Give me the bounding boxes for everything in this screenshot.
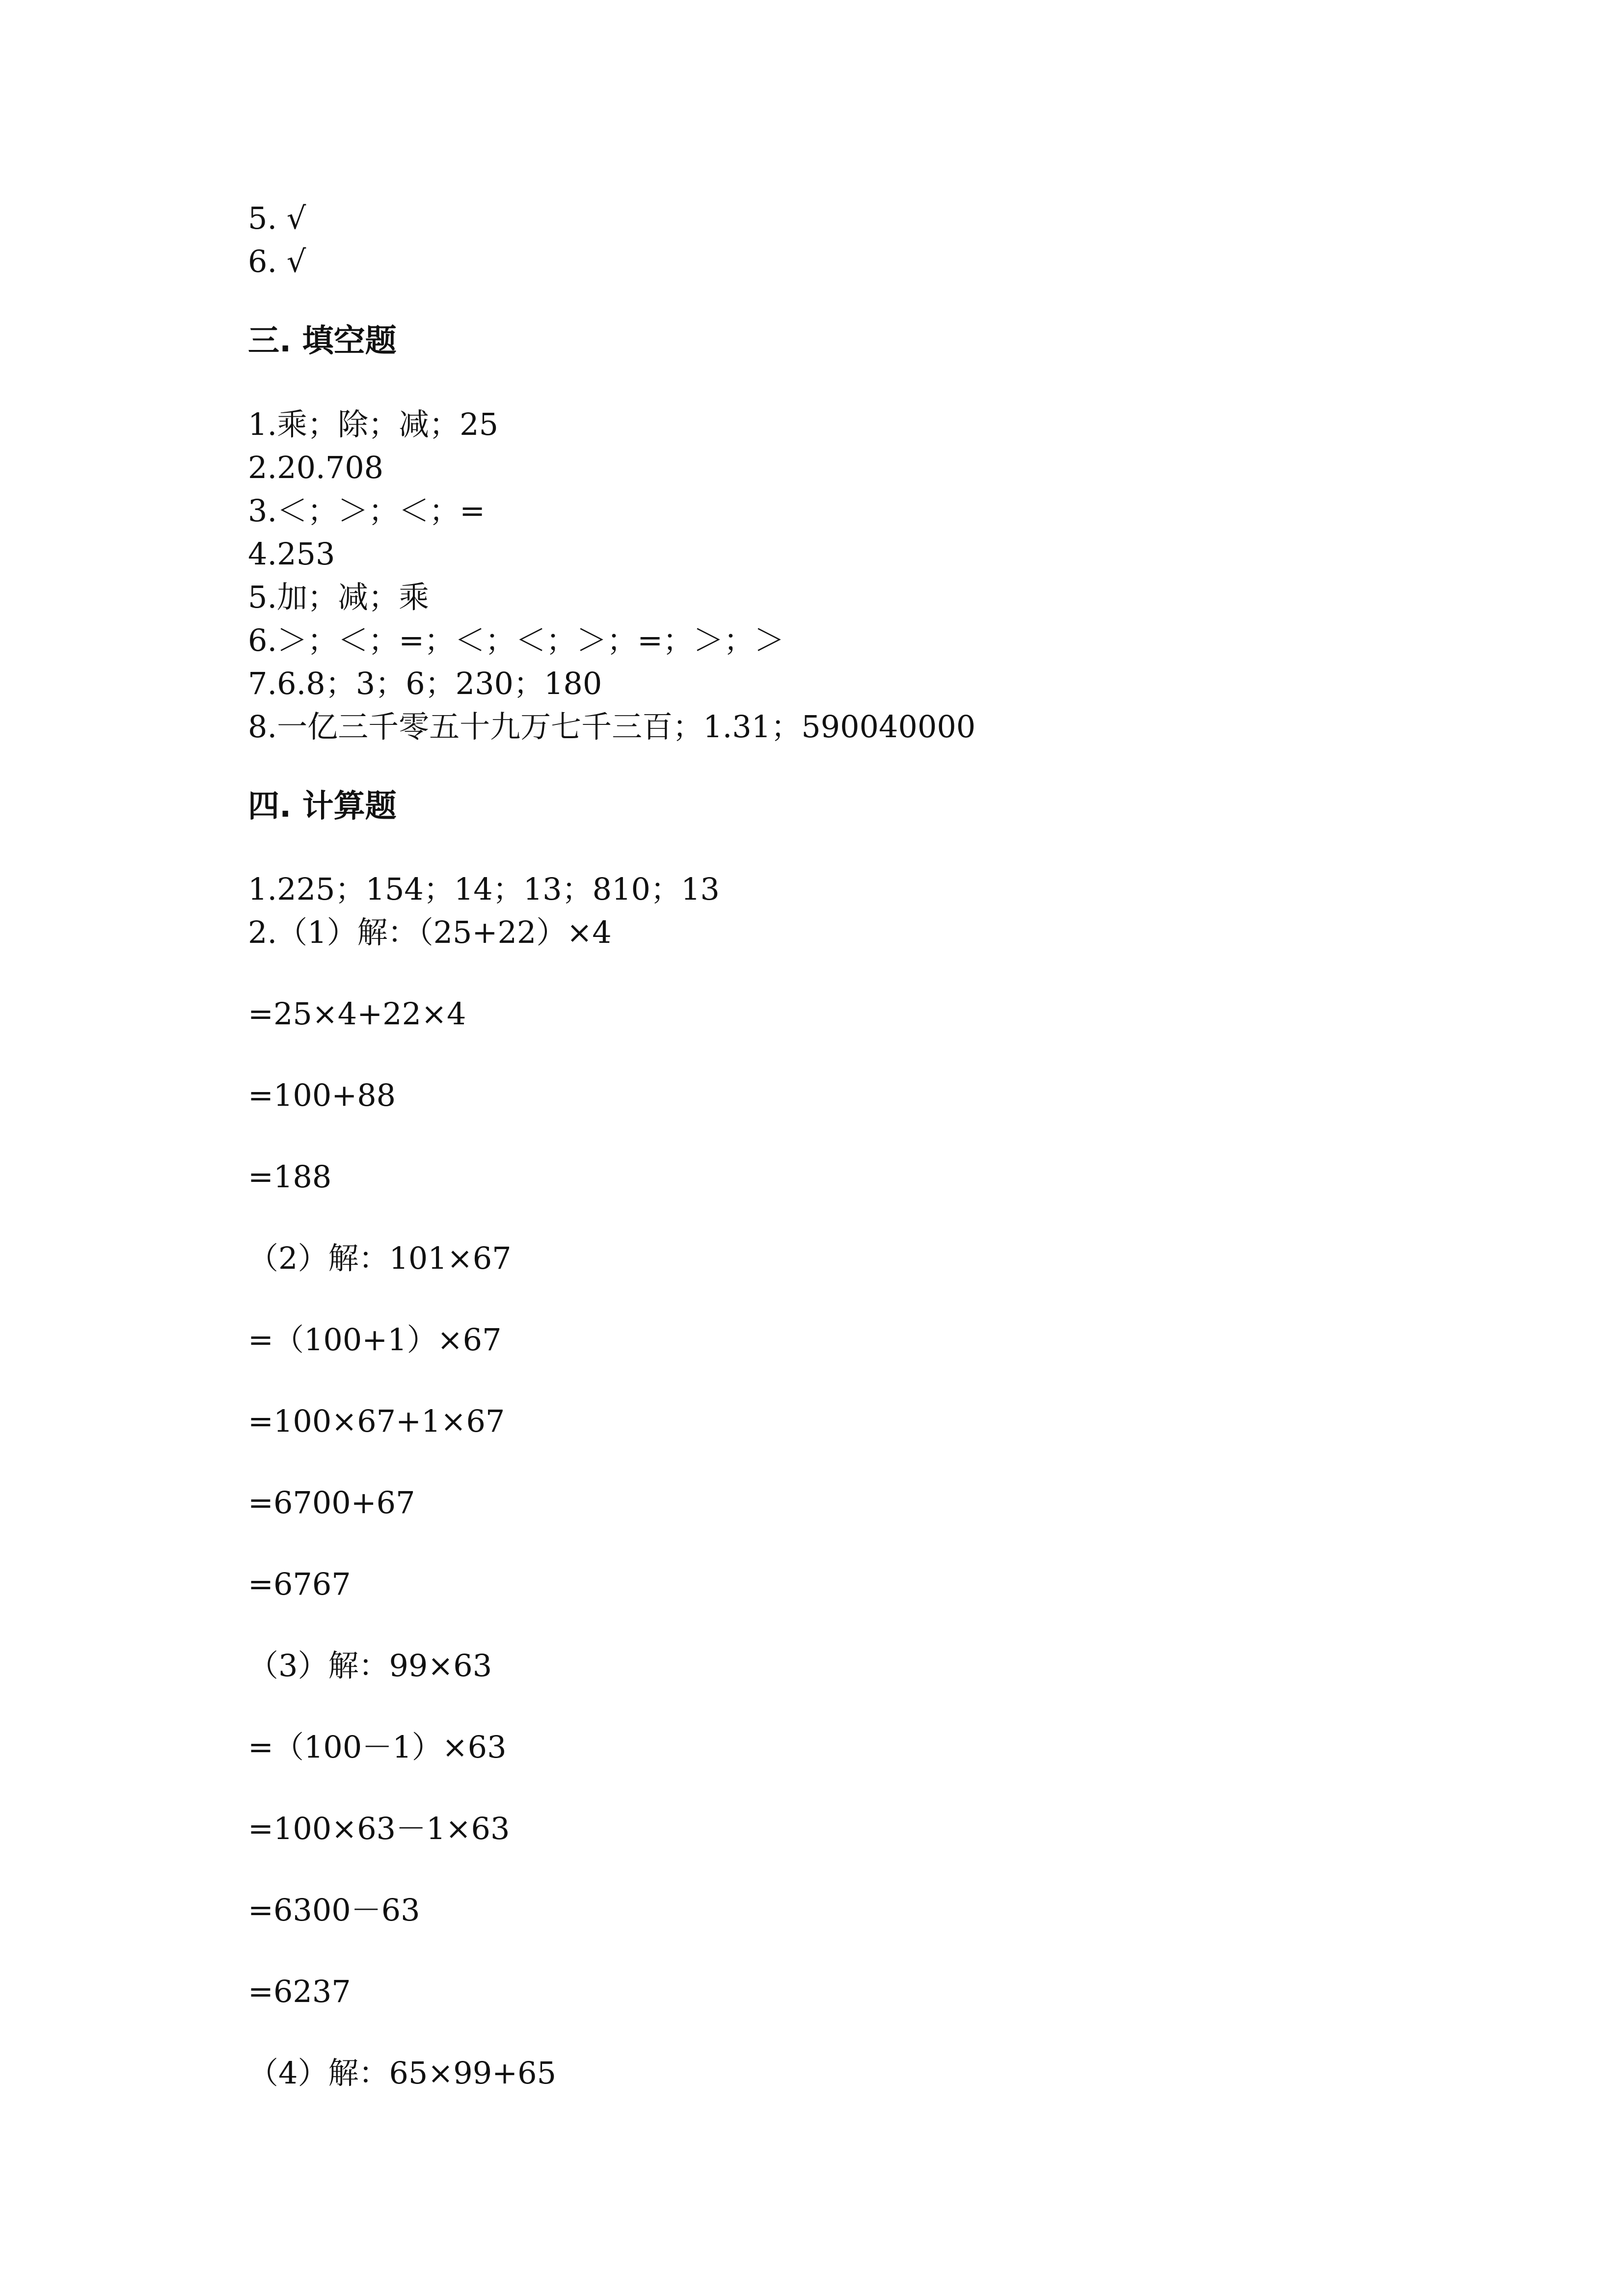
calc-step: =6767 — [248, 1566, 351, 1602]
fill-answer-5: 5.加；减；乘 — [248, 579, 430, 615]
calc-step: =100+88 — [248, 1077, 396, 1113]
fill-answer-8: 8.一亿三千零五十九万七千三百；1.31；590040000 — [248, 709, 976, 745]
fill-answer-3: 3.＜；＞；＜；= — [248, 493, 486, 529]
fill-answer-4: 4.253 — [248, 536, 335, 572]
calc-step: =6700+67 — [248, 1485, 415, 1521]
calc-step: =188 — [248, 1159, 332, 1195]
calc-answer-2-3-header: （3）解：99×63 — [248, 1648, 492, 1683]
calc-answer-1: 1.225；154；14；13；810；13 — [248, 871, 720, 907]
calc-step: =6300－63 — [248, 1892, 420, 1928]
calc-step: =100×63－1×63 — [248, 1811, 510, 1846]
section-4-heading: 四. 计算题 — [248, 788, 397, 825]
fill-answer-6: 6.＞；＜；=；＜；＜；＞；=；＞；＞ — [248, 622, 785, 658]
calc-step: =6237 — [248, 1974, 351, 2009]
judgment-answer-5: 5. √ — [248, 200, 306, 236]
fill-answer-2: 2.20.708 — [248, 450, 384, 485]
section-3-heading: 三. 填空题 — [248, 323, 397, 359]
fill-answer-7: 7.6.8；3；6；230；180 — [248, 666, 602, 701]
calc-step: =（100－1）×63 — [248, 1729, 507, 1765]
calc-answer-2-2-header: （2）解：101×67 — [248, 1240, 512, 1276]
judgment-answer-6: 6. √ — [248, 243, 306, 279]
calc-step: =100×67+1×67 — [248, 1403, 505, 1439]
calc-step: =（100+1）×67 — [248, 1322, 502, 1358]
fill-answer-1: 1.乘；除；减；25 — [248, 406, 499, 442]
calc-answer-2-4-header: （4）解：65×99+65 — [248, 2055, 557, 2091]
calc-answer-2-1-header: 2.（1）解：（25+22）×4 — [248, 914, 612, 950]
calc-step: =25×4+22×4 — [248, 996, 466, 1032]
